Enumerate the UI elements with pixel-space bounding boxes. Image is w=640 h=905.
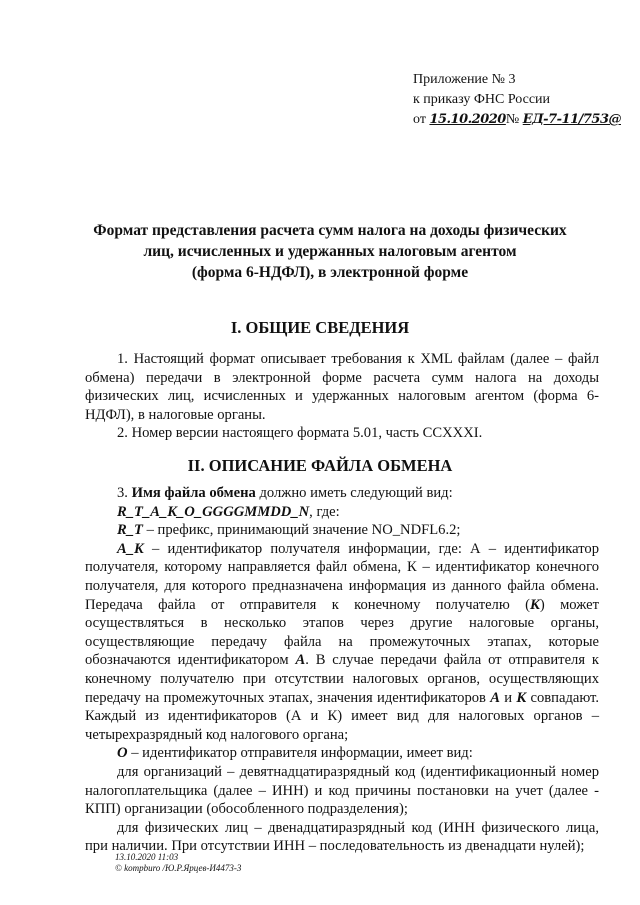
footer-date: 13.10.2020 11:03 (115, 852, 179, 862)
ak-definition (85, 540, 599, 745)
ak-a-1: А (295, 652, 306, 669)
title-line-2: лиц, исчисленных и удержанных налоговым агентом (143, 243, 517, 260)
ak-k-1: К (529, 596, 540, 613)
p3-bold-term: Имя файла обмена (131, 485, 256, 501)
footer-stamp (115, 852, 241, 874)
title-line-3: (форма 6-НДФЛ), в электронной форме (191, 264, 469, 281)
o-text: – идентификатор отправителя информации, имеет вид: (127, 745, 473, 762)
paragraph-2: 2. Номер версии настоящего формата 5.01, часть CCXXXI. (117, 425, 483, 442)
paragraph-1: 1. Настоящий формат описывает требования к XML файлам (далее – файл обмена) передачи в электронной форме расчета сумм налога на доходы физических лиц, исчисленных и удержанных налоговым агентом (форма 6-НДФЛ), в налоговые органы. (85, 351, 599, 423)
org-definition: для организаций – девятнадцатиразрядный код (идентификационный номер налогоплательщика (далее – ИНН) и код причины постановки на учет (далее - КПП) организации (обособленного подразделения); (85, 763, 599, 818)
section-2-body (85, 484, 599, 856)
ak-and: и (499, 689, 517, 706)
o-code: О (117, 745, 128, 762)
footer-author: © kompburo /Ю.Р.Ярцев-И4473-3 (115, 863, 242, 873)
ak-text-3: . В случае передачи файла от отправителя к конечному получателю при отсутствии налоговых органов, осуществляющих передачу на промежуточных этапах, значения идентификаторов (85, 652, 599, 706)
section-1-body (85, 350, 599, 443)
p3-rest: должно иметь следующий вид: (255, 485, 453, 501)
rt-text: – префикс, принимающий значение NO_NDFL6.2; (142, 522, 461, 539)
appendix-order-number: ЕД-7-11/753@ (522, 112, 621, 127)
p3-prefix: 3. (117, 485, 132, 501)
filename-suffix: , где: (309, 503, 340, 520)
ak-text-4: совпадают. Каждый из идентификаторов (А и К) имеет вид для налоговых органов – четырехразрядный код налогового органа; (85, 689, 599, 743)
rt-definition (85, 521, 599, 540)
ak-text-1: – идентификатор получателя информации, где: А – идентификатор получателя, которому направляется файл обмена, К – идентификатор конечного получателя, для которого предназначена информация из данного файла обмена. Передача файла от отправителя к конечному получателю ( (85, 540, 599, 613)
section-1-heading: I. ОБЩИЕ СВЕДЕНИЯ (230, 318, 410, 337)
o-definition (85, 744, 599, 763)
paragraph-3 (85, 484, 599, 503)
ak-a-2: А (490, 689, 500, 706)
title-line-1: Формат представления расчета сумм налога на доходы физических (93, 222, 567, 239)
rt-code: R_T (117, 522, 143, 539)
appendix-from-label: от (413, 112, 426, 127)
appendix-header (413, 70, 621, 130)
appendix-order-date-line (413, 110, 621, 130)
filename-pattern: R_T_A_K_O_GGGGMMDD_N (117, 503, 310, 520)
appendix-order-ref: к приказу ФНС России (413, 92, 551, 107)
person-definition: для физических лиц – двенадцатиразрядный код (ИНН физического лица, при наличии. При отсутствии ИНН – последовательность из двенадцати нулей); (85, 819, 599, 855)
ak-text-2: ) может осуществляться в несколько этапов через другие налоговые органы, осуществляющие передачу файла на промежуточных этапах, которые обозначаются идентификатором (85, 596, 599, 669)
appendix-number-sign: № (505, 112, 520, 127)
ak-code: A_K (117, 540, 144, 557)
ak-k-2: К (516, 689, 527, 706)
filename-pattern-line (85, 503, 599, 522)
section-2-heading: II. ОПИСАНИЕ ФАЙЛА ОБМЕНА (187, 456, 453, 475)
appendix-date: 15.10.2020 (429, 112, 506, 127)
document-title (80, 220, 580, 283)
appendix-number: Приложение № 3 (413, 72, 516, 87)
